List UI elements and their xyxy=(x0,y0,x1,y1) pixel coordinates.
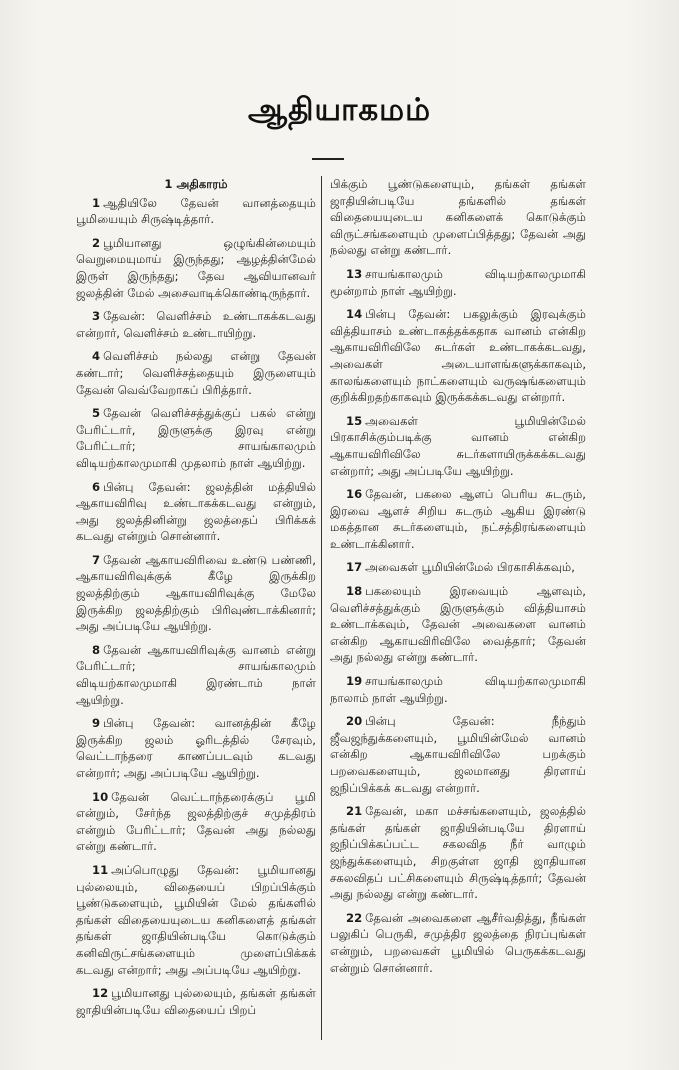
verse-continuation: பிக்கும் பூண்டுகளையும், தங்கள் தங்கள் ஜாதியின்படியே தங்களில் தங்கள் விதையையுடைய கனிகளைக் கொடுக்கும் விருட்சங்களையும் முளைப்பித்தது; தேவன் அது நல்லது என்று கண்டார். xyxy=(330,177,586,258)
verse-text: சாயங்காலமும் விடியற்காலமுமாகி மூன்றாம் நாள் ஆயிற்று. xyxy=(330,266,586,298)
verse-text: அப்பொழுது தேவன்: பூமியானது புல்லையும், விதையைப் பிறப்பிக்கும் பூண்டுகளையும், பூமியின் மேல் தங்களில் தங்கள் விதையையுடைய கனிகளைத் தங்கள் தங்கள் ஜாதியின்படியே கொடுக்கும் கனிவிருட்சங்களையும் முளைப்பிக்கக் கடவது என்றார்; அது அப்படியே ஆயிற்று. xyxy=(76,862,316,977)
verse-number: 15 xyxy=(346,413,363,428)
verse-text: தேவன் வெட்டாந்தரைக்குப் பூமி என்றும், சேர்ந்த ஜலத்திற்குச் சமுத்திரம் என்றும் பேரிட்டார்; தேவன் அது நல்லது என்று கண்டார். xyxy=(76,789,316,854)
verse-number: 9 xyxy=(92,716,101,731)
verse-number: 12 xyxy=(92,986,109,1001)
verse-number: 10 xyxy=(92,789,109,804)
verse xyxy=(76,552,316,635)
verse xyxy=(330,910,586,976)
verse-text: சாயங்காலமும் விடியற்காலமுமாகி நாலாம் நாள் ஆயிற்று. xyxy=(330,674,586,705)
verse-number: 19 xyxy=(346,674,363,689)
verse-number: 21 xyxy=(346,804,363,819)
verse xyxy=(76,715,316,781)
verse xyxy=(330,713,586,796)
verse-number: 5 xyxy=(92,406,101,421)
verse-text: பூமியானது புல்லையும், தங்கள் தங்கள் ஜாதியின்படியே விதையைப் பிறப் xyxy=(76,986,316,1017)
verse-text: பூமியானது ஒழுங்கின்மையும் வெறுமையுமாய் இருந்தது; ஆழத்தின்மேல் இருள் இருந்தது; தேவ ஆவியானவர் ஜலத்தின் மேல் அசைவாடிக்கொண்டிருந்தார். xyxy=(76,235,316,300)
verse-number: 18 xyxy=(346,584,363,599)
verse xyxy=(76,862,316,978)
verse-text: அவைகள் பூமியின்மேல் பிரகாசிக்கும்படிக்கு வானம் என்கிற ஆகாயவிரிவிலே சுடர்களாயிருக்கக்கடவது என்றார்; அது அப்படியே ஆயிற்று. xyxy=(330,413,586,478)
book-title: ஆதியாகமம் xyxy=(247,92,432,128)
chapter-heading: 1 அதிகாரம் xyxy=(164,177,228,191)
verse-number: 1 xyxy=(92,195,101,210)
verse xyxy=(330,803,586,903)
verse xyxy=(76,479,316,545)
verse-text: தேவன், மகா மச்சங்களையும், ஜலத்தில் தங்கள் தங்கள் ஜாதியின்படியே திரளாய் ஜநிப்பிக்கப்பட்ட சகலவித நீர் வாழும் ஜந்துக்களையும், சிறகுள்ள ஜாதி ஜாதியான சகலவிதப் பட்சிகளையும் சிருஷ்டித்தார்; தேவன் அது நல்லது என்று கண்டார். xyxy=(330,804,586,902)
verse-text: தேவன் வெளிச்சத்துக்குப் பகல் என்று பேரிட்டார், இருளுக்கு இரவு என்று பேரிட்டார்; சாயங்காலமும் விடியற்காலமுமாகி முதலாம் நாள் ஆயிற்று. xyxy=(76,406,316,470)
verse-number: 3 xyxy=(92,309,101,324)
verse-text: ஆதியிலே தேவன் வானத்தையும் பூமியையும் சிருஷ்டித்தார். xyxy=(76,195,316,227)
verse-text: பின்பு தேவன்: ஜலத்தின் மத்தியில் ஆகாயவிரிவு உண்டாகக்கடவது என்றும், அது ஜலத்தினின்று ஜலத்தைப் பிரிக்கக் கடவது என்றும் சொன்னார். xyxy=(76,479,316,544)
verse xyxy=(76,405,316,471)
left-column xyxy=(76,176,316,1025)
verse-number: 6 xyxy=(92,479,101,494)
verse xyxy=(330,486,586,552)
verse xyxy=(76,642,316,708)
verse-text: தேவன் அவைகளை ஆசீர்வதித்து, நீங்கள் பலுகிப் பெருகி, சமுத்திர ஜலத்தை நிரப்புங்கள் என்றும், பறவைகள் பூமியில் பெருகக்கடவது என்றும் சொன்னார். xyxy=(330,910,586,975)
verse-number: 11 xyxy=(92,862,109,877)
verse-text: தேவன் ஆகாயவிரிவுக்கு வானம் என்று பேரிட்டார்; சாயங்காலமும் விடியற்காலமுமாகி இரண்டாம் நாள் ஆயிற்று. xyxy=(76,642,316,707)
verse xyxy=(76,308,316,341)
verse-number: 17 xyxy=(346,560,363,575)
left-verse-list xyxy=(76,195,316,1019)
verse xyxy=(76,235,316,301)
right-verse-list xyxy=(330,266,586,976)
verse xyxy=(330,583,586,666)
verse xyxy=(330,673,586,706)
verse-number: 20 xyxy=(346,714,363,729)
verse-number: 13 xyxy=(346,266,363,281)
verse xyxy=(330,266,586,299)
verse-number: 2 xyxy=(92,235,101,250)
verse-number: 8 xyxy=(92,642,101,657)
verse-number: 4 xyxy=(92,349,101,364)
verse xyxy=(76,985,316,1018)
verse xyxy=(330,413,586,479)
verse xyxy=(76,348,316,398)
verse-number: 7 xyxy=(92,552,101,567)
verse-number: 22 xyxy=(346,910,363,925)
verse-text: பின்பு தேவன்: வானத்தின் கீழே இருக்கிற ஜலம் ஓரிடத்தில் சேரவும், வெட்டாந்தரை காணப்படவும் கடவது என்றார்; அது அப்படியே ஆயிற்று. xyxy=(76,716,316,780)
verse-text: தேவன், பகலை ஆளப் பெரிய சுடரும், இரவை ஆளச் சிறிய சுடரும் ஆகிய இரண்டு மகத்தான சுடர்களையும், நட்சத்திரங்களையும் உண்டாக்கினார். xyxy=(330,487,586,551)
verse-text: பின்பு தேவன்: பகலுக்கும் இரவுக்கும் வித்தியாசம் உண்டாகத்தக்கதாக வானம் என்கிற ஆகாயவிரிவிலே சுடர்கள் உண்டாகக்கடவது, அவைகள் அடையாளங்களுக்காகவும், காலங்களையும் நாட்களையும் வருஷங்களையும் குறிக்கிறதற்காகவும் இருக்கக்கடவது என்றார். xyxy=(330,307,586,405)
verse-number: 16 xyxy=(346,487,363,502)
verse xyxy=(330,306,586,406)
verse-text: வெளிச்சம் நல்லது என்று தேவன் கண்டார்; வெளிச்சத்தையும் இருளையும் தேவன் வெவ்வேறாகப் பிரித்தார். xyxy=(76,349,316,397)
verse-text: அவைகள் பூமியின்மேல் பிரகாசிக்கவும், xyxy=(365,560,575,575)
title-divider xyxy=(312,158,344,160)
verse-text: தேவன்: வெளிச்சம் உண்டாகக்கடவது என்றார், வெளிச்சம் உண்டாயிற்று. xyxy=(76,309,316,340)
verse-text: தேவன் ஆகாயவிரிவை உண்டு பண்ணி, ஆகாயவிரிவுக்குக் கீழே இருக்கிற ஜலத்திற்கும் ஆகாயவிரிவுக்கு மேலே இருக்கிற ஜலத்திற்கும் பிரிவுண்டாக்கினார்; அது அப்படியே ஆயிற்று. xyxy=(76,552,316,634)
right-column xyxy=(330,176,586,983)
column-divider xyxy=(321,176,322,1040)
verse xyxy=(76,195,316,228)
verse-number: 14 xyxy=(346,307,363,322)
verse-text: பின்பு தேவன்: நீந்தும் ஜீவஜந்துக்களையும், பூமியின்மேல் வானம் என்கிற ஆகாயவிரிவிலே பறக்கும் பறவைகளையும், ஜலமானது திரளாய் ஜநிப்பிக்கக் கடவது என்றார். xyxy=(330,714,586,795)
verse xyxy=(76,789,316,855)
verse-text: பகலையும் இரவையும் ஆளவும், வெளிச்சத்துக்கும் இருளுக்கும் வித்தியாசம் உண்டாக்கவும், தேவன் அவைகளை வானம் என்கிற ஆகாயவிரிவிலே வைத்தார்; தேவன் அது நல்லது என்று கண்டார். xyxy=(330,584,586,665)
verse xyxy=(330,559,586,576)
